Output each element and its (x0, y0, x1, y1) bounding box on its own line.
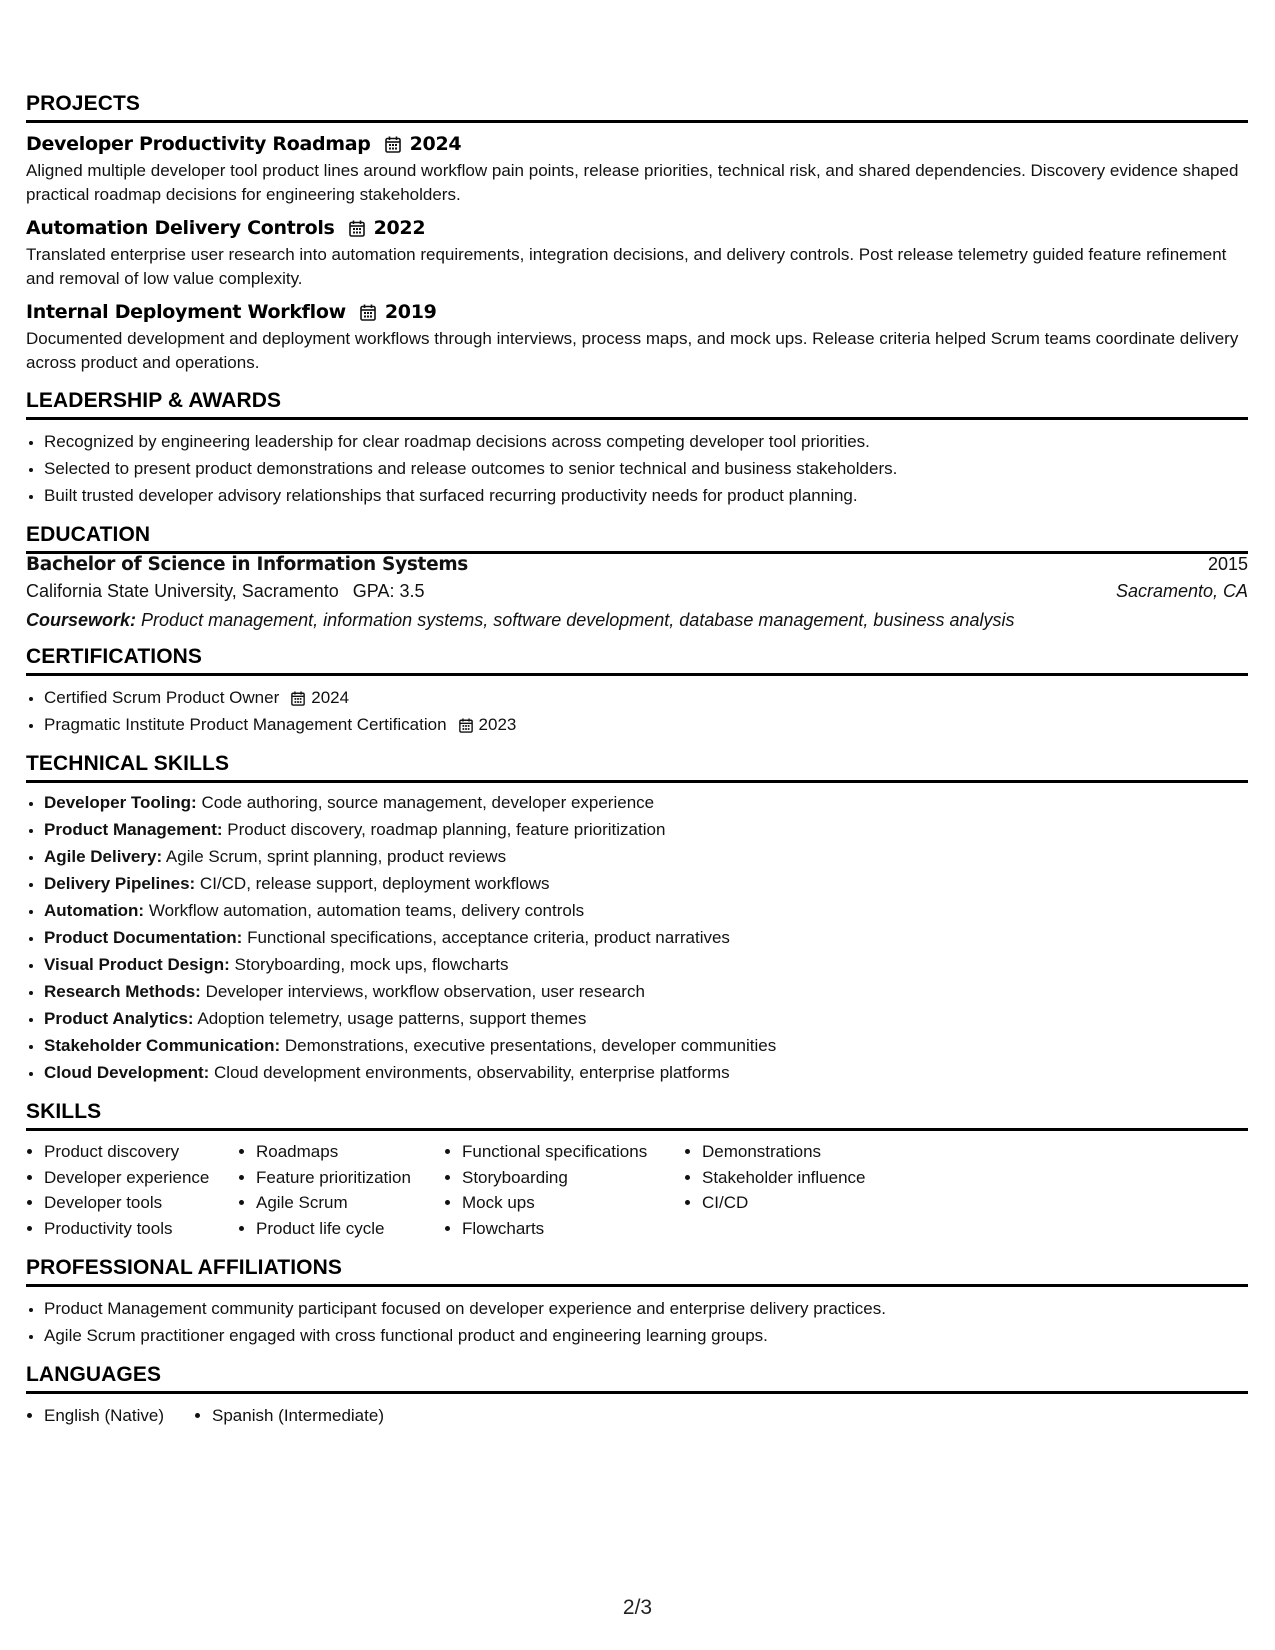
project-item (26, 217, 1248, 291)
skill-category: Stakeholder Communication: (44, 1036, 281, 1055)
skill-category: Agile Delivery: (44, 847, 163, 866)
list-item (44, 870, 1248, 897)
coursework (26, 610, 1248, 631)
project-year: 2024 (409, 133, 462, 155)
skill-detail: Adoption telemetry, usage patterns, support themes (197, 1009, 587, 1028)
list-item: • Product discovery (44, 1139, 238, 1165)
skill-detail: Storyboarding, mock ups, flowcharts (234, 955, 509, 974)
skill-category: Product Analytics: (44, 1009, 194, 1028)
section-heading: PROFESSIONAL AFFILIATIONS (26, 1256, 1248, 1287)
skill-detail: Code authoring, source management, developer experience (201, 793, 655, 812)
skill-detail: Workflow automation, automation teams, delivery controls (148, 901, 585, 920)
list-item (44, 1005, 1248, 1032)
calendar-icon (459, 718, 473, 733)
skill-detail: Agile Scrum, sprint planning, product reviews (165, 847, 507, 866)
list-item: • Feature prioritization (256, 1165, 444, 1191)
list-item: • Agile Scrum practitioner engaged with cross functional product and engineering learning groups. (44, 1322, 1248, 1349)
calendar-icon (349, 220, 365, 237)
section-heading: EDUCATION (26, 523, 1248, 554)
certification-name: Certified Scrum Product Owner (44, 688, 280, 707)
certifications-list (26, 684, 1248, 738)
list-item: • Spanish (Intermediate) (212, 1402, 384, 1429)
calendar-icon (385, 136, 401, 153)
calendar-icon (291, 691, 305, 706)
list-item: • Flowcharts (462, 1216, 684, 1242)
page-number: 2/3 (622, 1596, 653, 1619)
section-languages (26, 1363, 1248, 1429)
project-year: 2019 (384, 301, 437, 323)
list-item: • Storyboarding (462, 1165, 684, 1191)
degree: Bachelor of Science in Information Systems (26, 554, 469, 575)
section-heading: SKILLS (26, 1100, 1248, 1131)
section-heading: CERTIFICATIONS (26, 645, 1248, 676)
project-description: Aligned multiple developer tool product lines around workflow pain points, release priorities, technical risk, and shared dependencies. Discovery evidence shaped practical roadmap decisions for engineering stakeholders. (26, 161, 1239, 204)
project-title: Internal Deployment Workflow (26, 301, 346, 323)
list-item: • Mock ups (462, 1190, 684, 1216)
project-year: 2022 (373, 217, 426, 239)
section-heading: TECHNICAL SKILLS (26, 752, 1248, 783)
section-heading: PROJECTS (26, 92, 1248, 123)
section-affiliations (26, 1256, 1248, 1349)
skill-detail: Developer interviews, workflow observation, user research (205, 982, 645, 1001)
list-item: • Demonstrations (702, 1139, 922, 1165)
list-item (44, 843, 1248, 870)
list-item (44, 897, 1248, 924)
list-item: • Recognized by engineering leadership for clear roadmap decisions across competing developer tool priorities. (44, 428, 1248, 455)
section-skills (26, 1100, 1248, 1242)
skill-detail: Cloud development environments, observability, enterprise platforms (214, 1063, 730, 1082)
skill-category: Product Management: (44, 820, 223, 839)
skill-category: Cloud Development: (44, 1063, 210, 1082)
coursework-text: Product management, information systems, software development, database management, business analysis (141, 610, 1015, 630)
section-heading: LANGUAGES (26, 1363, 1248, 1394)
section-education (26, 523, 1248, 631)
skill-category: Product Documentation: (44, 928, 243, 947)
calendar-icon (360, 304, 376, 321)
list-item: • Selected to present product demonstrations and release outcomes to senior technical and business stakeholders. (44, 455, 1248, 482)
skills-column (26, 1139, 238, 1242)
skill-category: Research Methods: (44, 982, 201, 1001)
skills-column (444, 1139, 684, 1242)
list-item: • Product Management community participant focused on developer experience and enterprise delivery practices. (44, 1295, 1248, 1322)
skill-detail: Demonstrations, executive presentations, developer communities (284, 1036, 777, 1055)
list-item: • Roadmaps (256, 1139, 444, 1165)
skill-detail: CI/CD, release support, deployment workflows (199, 874, 550, 893)
list-item (44, 978, 1248, 1005)
skill-category: Automation: (44, 901, 145, 920)
list-item: • Functional specifications (462, 1139, 684, 1165)
skill-category: Developer Tooling: (44, 793, 197, 812)
section-certifications (26, 645, 1248, 738)
list-item: • Productivity tools (44, 1216, 238, 1242)
section-heading: LEADERSHIP & AWARDS (26, 389, 1248, 420)
skill-detail: Functional specifications, acceptance criteria, product narratives (247, 928, 730, 947)
coursework-label: Coursework: (26, 610, 137, 630)
skills-column (238, 1139, 444, 1242)
skills-columns (26, 1139, 1248, 1242)
project-description: Translated enterprise user research into automation requirements, integration decisions, and delivery controls. Post release telemetry guided feature refinement and removal of low value complexity. (26, 245, 1227, 288)
project-item (26, 133, 1248, 207)
list-item (44, 789, 1248, 816)
technical-skills-list (26, 789, 1248, 1086)
list-item (44, 951, 1248, 978)
list-item: • Built trusted developer advisory relationships that surfaced recurring productivity needs for product planning. (44, 482, 1248, 509)
skill-detail: Product discovery, roadmap planning, feature prioritization (227, 820, 666, 839)
certification-name: Pragmatic Institute Product Management Certification (44, 715, 447, 734)
gpa: GPA: 3.5 (352, 581, 425, 601)
section-projects (26, 92, 1248, 375)
list-item: • English (Native) (44, 1402, 194, 1429)
project-item (26, 301, 1248, 375)
list-item (44, 711, 1248, 738)
certification-year: 2024 (311, 688, 350, 707)
graduation-year: 2015 (1207, 554, 1248, 574)
skill-category: Visual Product Design: (44, 955, 230, 974)
list-item (44, 1032, 1248, 1059)
list-item (44, 1059, 1248, 1086)
list-item: • Product life cycle (256, 1216, 444, 1242)
list-item (44, 684, 1248, 711)
certification-year: 2023 (478, 715, 517, 734)
list-item: • Developer tools (44, 1190, 238, 1216)
list-item (44, 924, 1248, 951)
list-item (44, 816, 1248, 843)
school-name: California State University, Sacramento (26, 581, 339, 601)
resume-page (26, 92, 1248, 1443)
languages-list (26, 1402, 1248, 1429)
project-title: Automation Delivery Controls (26, 217, 335, 239)
affiliations-list (26, 1295, 1248, 1349)
section-technical-skills (26, 752, 1248, 1086)
skill-category: Delivery Pipelines: (44, 874, 196, 893)
list-item: • Developer experience (44, 1165, 238, 1191)
section-leadership (26, 389, 1248, 509)
project-description: Documented development and deployment workflows through interviews, process maps, and mock ups. Release criteria helped Scrum teams coordinate delivery across product and operations. (26, 329, 1239, 372)
leadership-list (26, 428, 1248, 509)
list-item: • CI/CD (702, 1190, 922, 1216)
project-title: Developer Productivity Roadmap (26, 133, 371, 155)
skills-column (684, 1139, 922, 1242)
list-item: • Agile Scrum (256, 1190, 444, 1216)
school-location: Sacramento, CA (1115, 581, 1248, 601)
list-item: • Stakeholder influence (702, 1165, 922, 1191)
